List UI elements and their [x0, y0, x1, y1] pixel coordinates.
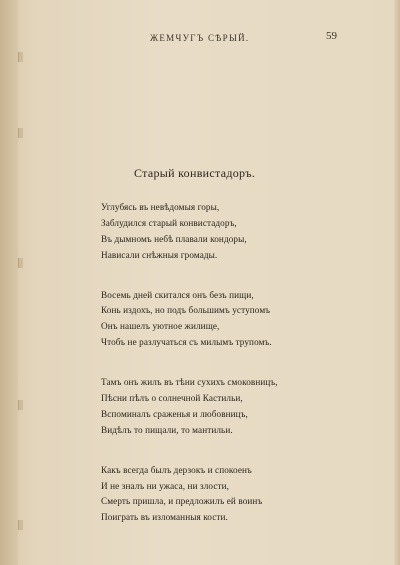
binding-stitch — [18, 520, 23, 530]
poem-line: Чтобъ не разлучаться съ милымъ трупомъ. — [101, 337, 272, 348]
stanza-4 — [101, 463, 351, 527]
poem-line: Смерть пришла, и предложилъ ей воинъ — [101, 496, 263, 507]
poem-line: И не зналъ ни ужаса, ни злости, — [101, 480, 230, 491]
poem-line: Вспоминалъ сраженья и любовницъ, — [101, 408, 248, 419]
binding-stitch — [18, 52, 23, 62]
running-title: ЖЕМЧУГЪ СѢРЫЙ. — [150, 33, 250, 43]
poem-line: Восемь дней скитался онъ безъ пищи, — [101, 289, 254, 300]
book-spine — [0, 0, 18, 565]
poem-line: Углубясь въ невѣдомыя горы, — [101, 202, 220, 212]
poem-line: Какъ всегда былъ дерзокъ и спокоенъ — [101, 464, 252, 475]
poem-line: Онъ нашелъ уютное жилище, — [101, 321, 220, 332]
poem-line: Заблудился старый конвистадоръ, — [101, 217, 237, 228]
page-edge — [394, 0, 400, 565]
poem-line: Въ дымномъ небѣ плавали кондоры, — [101, 233, 247, 244]
poem-line: Тамъ онъ жилъ въ тѣни сухихъ смоковницъ, — [101, 377, 278, 388]
stanza-1 — [101, 200, 351, 264]
binding-stitch — [18, 400, 23, 410]
poem-line: Видѣлъ то пищали, то мантильи. — [101, 424, 233, 435]
poem-line: Поиграть въ изломанныя кости. — [101, 512, 228, 523]
poem-line: Нависали снѣжныя громады. — [101, 249, 218, 260]
poem-title: Старый конвистадоръ. — [134, 166, 256, 180]
page-number: 59 — [326, 30, 337, 42]
poem-line: Пѣсни пѣлъ о солнечной Кастильи, — [101, 393, 243, 404]
binding-stitch — [18, 258, 23, 268]
poem-body — [101, 200, 351, 550]
stanza-3 — [101, 375, 351, 439]
binding-stitch — [18, 128, 23, 138]
poem-line: Конь издохъ, но подъ большимъ уступомъ — [101, 305, 271, 316]
stanza-2 — [101, 288, 351, 352]
